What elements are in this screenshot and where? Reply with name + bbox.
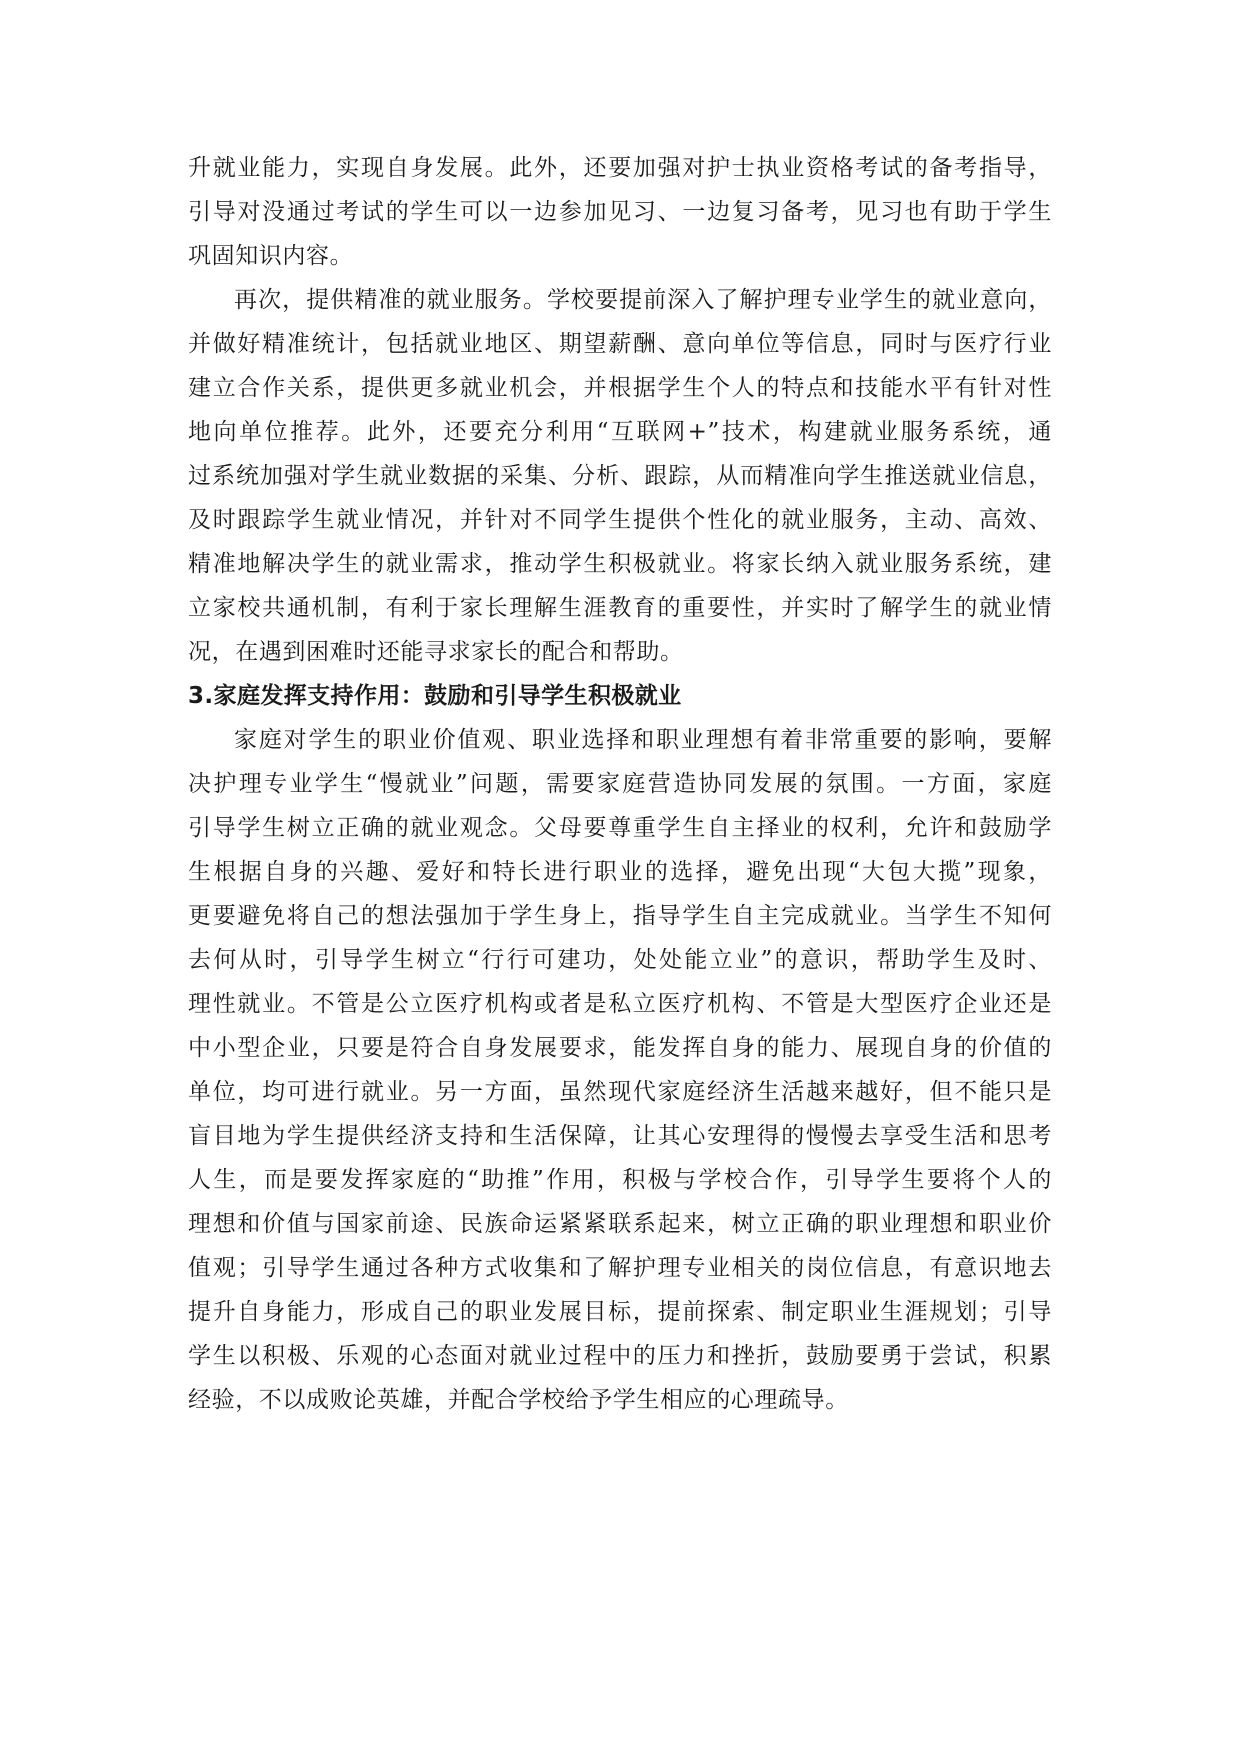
text-line: 生根据自身的兴趣、爱好和特长进行职业的选择，避免出现“大包大揽”现象， bbox=[188, 859, 1052, 885]
text-line: 单位，均可进行就业。另一方面，虽然现代家庭经济生活越来越好，但不能只是 bbox=[188, 1079, 1052, 1105]
text-line: 引导对没通过考试的学生可以一边参加见习、一边复习备考，见习也有助于学生 bbox=[188, 199, 1052, 225]
paragraph-family-support bbox=[188, 718, 1052, 1422]
text-line: 过系统加强对学生就业数据的采集、分析、跟踪，从而精准向学生推送就业信息， bbox=[188, 463, 1052, 489]
text-line: 况，在遇到困难时还能寻求家长的配合和帮助。 bbox=[188, 639, 684, 665]
text-line: 学生以积极、乐观的心态面对就业过程中的压力和挫折，鼓励要勇于尝试，积累 bbox=[188, 1343, 1052, 1369]
text-line: 升就业能力，实现自身发展。此外，还要加强对护士执业资格考试的备考指导， bbox=[188, 155, 1052, 181]
text-line: 并做好精准统计，包括就业地区、期望薪酬、意向单位等信息，同时与医疗行业 bbox=[188, 331, 1052, 357]
paragraph-continuation bbox=[188, 146, 1052, 278]
section-heading: 3.家庭发挥支持作用：鼓励和引导学生积极就业 bbox=[188, 683, 682, 709]
text-line: 值观；引导学生通过各种方式收集和了解护理专业相关的岗位信息，有意识地去 bbox=[188, 1255, 1052, 1281]
text-line: 理想和价值与国家前途、民族命运紧紧联系起来，树立正确的职业理想和职业价 bbox=[188, 1211, 1052, 1237]
text-line: 巩固知识内容。 bbox=[188, 243, 354, 269]
text-line: 地向单位推荐。此外，还要充分利用“互联网+”技术，构建就业服务系统，通 bbox=[188, 419, 1052, 445]
text-line: 再次，提供精准的就业服务。学校要提前深入了解护理专业学生的就业意向， bbox=[234, 287, 1052, 313]
text-line: 去何从时，引导学生树立“行行可建功，处处能立业”的意识，帮助学生及时、 bbox=[188, 947, 1052, 973]
text-line: 中小型企业，只要是符合自身发展要求，能发挥自身的能力、展现自身的价值的 bbox=[188, 1035, 1052, 1061]
text-line: 更要避免将自己的想法强加于学生身上，指导学生自主完成就业。当学生不知何 bbox=[188, 903, 1052, 929]
text-line: 人生，而是要发挥家庭的“助推”作用，积极与学校合作，引导学生要将个人的 bbox=[188, 1167, 1052, 1193]
text-line: 家庭对学生的职业价值观、职业选择和职业理想有着非常重要的影响，要解 bbox=[234, 727, 1052, 753]
text-line: 理性就业。不管是公立医疗机构或者是私立医疗机构、不管是大型医疗企业还是 bbox=[188, 991, 1052, 1017]
text-line: 精准地解决学生的就业需求，推动学生积极就业。将家长纳入就业服务系统，建 bbox=[188, 551, 1052, 577]
text-line: 建立合作关系，提供更多就业机会，并根据学生个人的特点和技能水平有针对性 bbox=[188, 375, 1052, 401]
document-body bbox=[188, 146, 1052, 1422]
paragraph-employment-service bbox=[188, 278, 1052, 674]
text-line: 引导学生树立正确的就业观念。父母要尊重学生自主择业的权利，允许和鼓励学 bbox=[188, 815, 1052, 841]
text-line: 提升自身能力，形成自己的职业发展目标，提前探索、制定职业生涯规划；引导 bbox=[188, 1299, 1052, 1325]
text-line: 经验，不以成败论英雄，并配合学校给予学生相应的心理疏导。 bbox=[188, 1387, 849, 1413]
text-line: 及时跟踪学生就业情况，并针对不同学生提供个性化的就业服务，主动、高效、 bbox=[188, 507, 1052, 533]
text-line: 盲目地为学生提供经济支持和生活保障，让其心安理得的慢慢去享受生活和思考 bbox=[188, 1123, 1052, 1149]
text-line: 立家校共通机制，有利于家长理解生涯教育的重要性，并实时了解学生的就业情 bbox=[188, 595, 1052, 621]
text-line: 决护理专业学生“慢就业”问题，需要家庭营造协同发展的氛围。一方面，家庭 bbox=[188, 771, 1052, 797]
